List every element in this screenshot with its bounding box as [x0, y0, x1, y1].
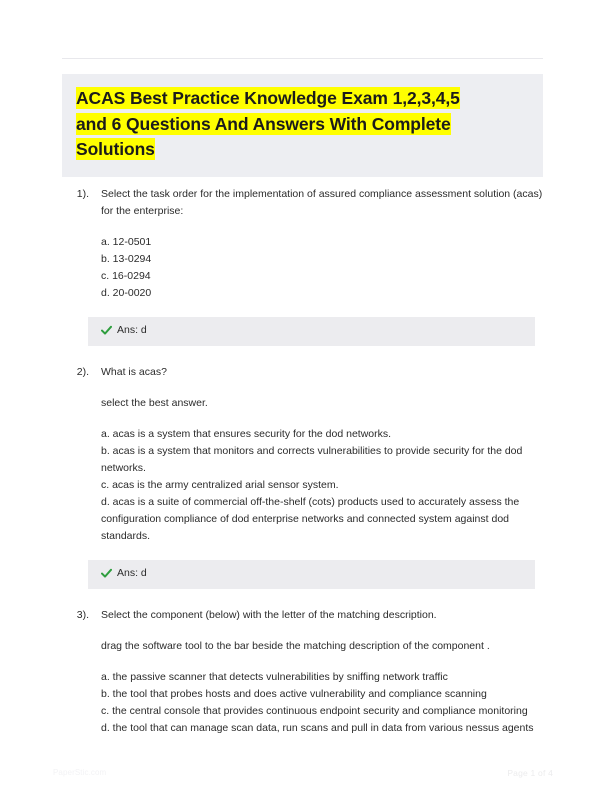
question-block — [0, 364, 606, 589]
question-options — [101, 426, 544, 545]
page-footer — [0, 768, 606, 784]
question-options — [101, 669, 544, 737]
question-stem: What is acas? — [101, 365, 167, 378]
option-b[interactable]: b. 13-0294 — [101, 253, 152, 265]
question-block — [0, 186, 606, 346]
page-title — [76, 86, 529, 163]
title-line-1: ACAS Best Practice Knowledge Exam 1,2,3,4,5 — [76, 88, 460, 108]
option-a[interactable]: a. 12-0501 — [101, 236, 152, 248]
option-c[interactable]: c. 16-0294 — [101, 270, 151, 282]
option-a[interactable]: a. acas is a system that ensures security for the dod networks. — [101, 427, 392, 440]
questions-container — [0, 186, 606, 755]
option-b[interactable]: b. acas is a system that monitors and corrects vulnerabilities to provide security for the dod networks. — [101, 444, 523, 474]
check-icon — [101, 325, 112, 336]
option-a[interactable]: a. the passive scanner that detects vulnerabilities by sniffing network traffic — [101, 670, 448, 683]
question-block — [0, 607, 606, 737]
question-number: 1). — [76, 188, 89, 200]
answer-band — [88, 560, 535, 589]
page-indicator: Page 1 of 4 — [507, 768, 553, 778]
question-number: 3). — [76, 608, 89, 621]
title-line-3: Solutions — [76, 139, 155, 160]
question-subtext: select the best answer. — [101, 396, 208, 409]
option-d[interactable]: d. 20-0020 — [101, 287, 152, 299]
option-c[interactable]: c. the central console that provides continuous endpoint security and compliance monitoring — [101, 704, 528, 717]
answer-label: Ans: d — [117, 324, 147, 336]
header-divider — [62, 58, 543, 59]
question-body — [101, 186, 544, 346]
option-d[interactable]: d. acas is a suite of commercial off-the-shelf (cots) products used to accurately assess the configuration compliance of dod enterprise networks and connected system against dod standards. — [101, 495, 520, 542]
question-body — [101, 607, 544, 737]
question-number: 2). — [76, 365, 89, 378]
check-icon — [101, 568, 112, 579]
document-title-panel — [62, 74, 543, 177]
option-d[interactable]: d. the tool that can manage scan data, run scans and pull in data from various nessus agents — [101, 721, 534, 734]
question-stem: Select the task order for the implementation of assured compliance assessment solution (acas) for the enterprise: — [101, 188, 543, 217]
question-body — [101, 364, 544, 589]
question-options — [101, 234, 544, 302]
footer-watermark: PaperStic.com — [53, 768, 107, 777]
question-stem: Select the component (below) with the letter of the matching description. — [101, 608, 437, 621]
answer-label: Ans: d — [117, 566, 147, 579]
option-b[interactable]: b. the tool that probes hosts and does active vulnerability and compliance scanning — [101, 687, 487, 700]
question-subtext: drag the software tool to the bar beside the matching description of the component . — [101, 639, 490, 652]
option-c[interactable]: c. acas is the army centralized arial sensor system. — [101, 478, 339, 491]
answer-band — [88, 317, 535, 346]
title-line-2: and 6 Questions And Answers With Complete — [76, 113, 451, 134]
